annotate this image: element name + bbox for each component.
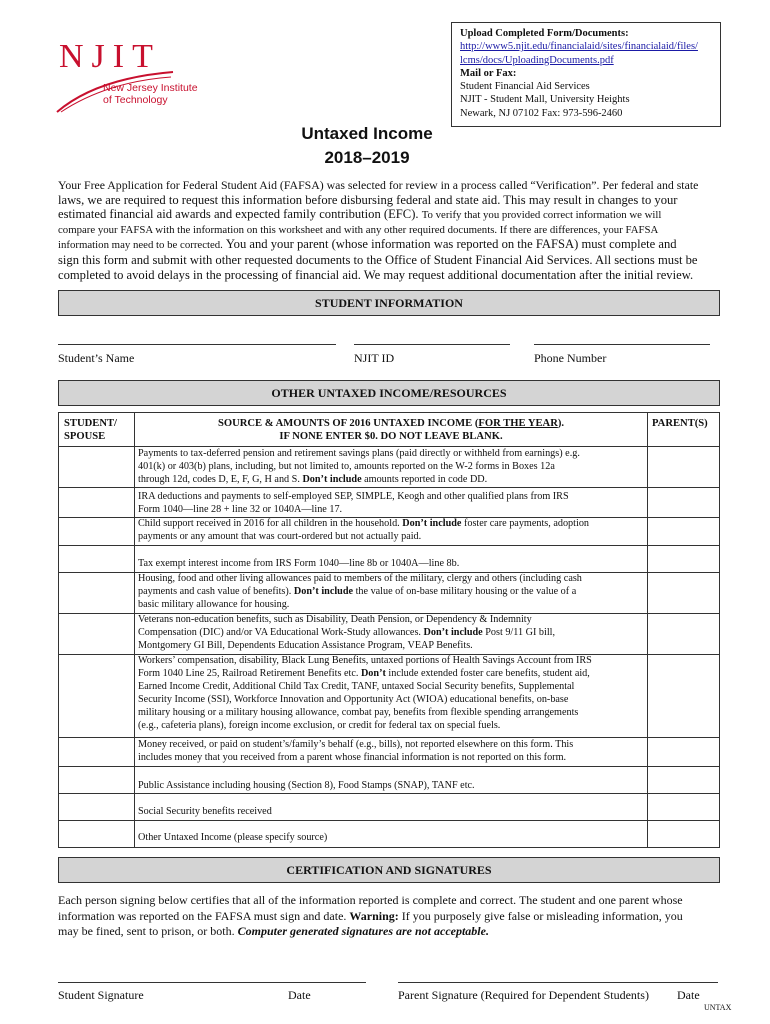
intro-paragraph (58, 178, 720, 282)
cert-line: If you purposely give false or misleading information, you (401, 908, 683, 923)
row-text: basic military allowance for housing. (138, 598, 290, 610)
row-text: Public Assistance including housing (Section 8), Food Stamps (SNAP), TANF etc. (138, 780, 475, 791)
row-divider (58, 737, 720, 738)
student-name-label: Student’s Name (58, 351, 135, 365)
student-information-header (58, 290, 720, 316)
row-text: Payments to tax-deferred pension and retirement savings plans (paid directly or withheld from earnings) e.g. (138, 448, 580, 459)
row-text: Money received, or paid on student’s/family’s behalf (e.g., bills), not reported elsewhere on this form. This (138, 739, 574, 750)
intro-line: To verify that you provided correct information we will (421, 209, 662, 222)
njit-id-label: NJIT ID (354, 351, 395, 365)
logo-wordmark: NJIT (59, 38, 161, 75)
upload-link-line1[interactable]: http://www5.njit.edu/financialaid/sites/financialaid/files/ (460, 41, 698, 53)
row-text: the value of on-base military housing or the value of a (355, 585, 577, 597)
col-header-text: STUDENT/ (64, 418, 117, 429)
row-text: Post 9/11 GI bill, (485, 626, 556, 638)
income-row-ira (138, 491, 648, 517)
col-header-student (64, 417, 117, 443)
income-row-child-support (138, 518, 648, 544)
section-title: CERTIFICATION AND SIGNATURES (286, 863, 492, 877)
row-text: Don’t include (423, 626, 483, 638)
col-header-text: IF NONE ENTER $0. DO NOT LEAVE BLANK. (279, 431, 503, 443)
parent-signature-label: Parent Signature (Required for Dependent Students) (398, 988, 649, 1002)
table-border (719, 412, 720, 848)
section-title: OTHER UNTAXED INCOME/RESOURCES (271, 386, 507, 400)
row-text: Workers’ compensation, disability, Black Lung Benefits, untaxed portions of Health Savings Account from IRS (138, 655, 592, 666)
row-divider (58, 793, 720, 794)
income-row-money-received (138, 739, 648, 765)
row-text: include extended foster care benefits, student aid, (388, 667, 590, 679)
student-date-label: Date (288, 988, 311, 1002)
section-title: STUDENT INFORMATION (315, 296, 463, 310)
student-signature-field[interactable] (58, 982, 366, 983)
row-text: foster care payments, adoption (463, 518, 590, 529)
logo-subtitle-line1: New Jersey Institute (103, 82, 198, 94)
col-header-source (138, 417, 644, 443)
office-city-fax: Newark, NJ 07102 Fax: 973-596-2460 (460, 107, 623, 119)
submission-info-box (451, 22, 721, 127)
row-divider (58, 820, 720, 821)
row-divider (58, 545, 720, 546)
row-text: payments or any amount that was court-ordered but not actually paid. (138, 530, 422, 542)
njit-id-field[interactable] (354, 344, 510, 345)
cert-line: information was reported on the FAFSA must sign and date. (58, 908, 347, 923)
intro-line: compare your FAFSA with the information on this worksheet and with any other required documents. If there are differences, your FAFSA (58, 223, 659, 236)
income-row-other (138, 832, 648, 845)
row-text: Child support received in 2016 for all children in the household. (138, 518, 400, 529)
income-row-veterans-benefits (138, 614, 648, 653)
table-border (58, 412, 720, 413)
cert-line: Each person signing below certifies that all of the information reported is complete and correct. The student and one parent whose (58, 893, 683, 907)
row-text: 401(k) or 403(b) plans, including, but not limited to, amounts reported on the W-2 forms in Boxes 12a (138, 460, 555, 472)
row-divider (58, 766, 720, 767)
intro-line: Your Free Application for Federal Student Aid (FAFSA) was selected for review in a process called “Verification”. Per federal and state (58, 178, 699, 192)
row-text: Earned Income Credit, Additional Child Tax Credit, TANF, untaxed Social Security benefits, Supplemental (138, 680, 575, 692)
row-text: Don’t include (402, 518, 462, 529)
income-row-public-assistance (138, 780, 648, 793)
student-name-field[interactable] (58, 344, 336, 345)
table-border (58, 847, 720, 848)
row-text: Security Income (SSI), Workforce Innovation and Opportunity Act (WIOA) educational benefits, on-base (138, 693, 569, 705)
row-text: Tax exempt interest income from IRS Form 1040—line 8b or 1040A—line 8b. (138, 558, 460, 569)
row-text: amounts reported in code DD. (364, 473, 488, 485)
row-text: Montgomery GI Bill, Dependents Education Assistance Program, VEAP Benefits. (138, 639, 473, 651)
office-address: NJIT - Student Mall, University Heights (460, 94, 630, 106)
office-name: Student Financial Aid Services (460, 81, 590, 93)
intro-line: completed to avoid delays in the processing of financial aid. We may request additional documentation after the initial review. (58, 267, 694, 282)
col-header-text: FOR THE YEAR (478, 418, 558, 429)
form-title-main: Untaxed Income (301, 124, 433, 143)
col-header-text: SPOUSE (64, 431, 106, 443)
row-text: through 12d, codes D, E, F, G, H and S. (138, 473, 300, 485)
form-title-year: 2018–2019 (324, 148, 410, 167)
cert-line: may be fined, sent to prison, or both. (58, 924, 235, 938)
row-text: Don’t (360, 667, 386, 679)
intro-line: estimated financial aid awards and expected family contribution (EFC). (58, 207, 419, 222)
income-row-workers-comp (138, 655, 648, 732)
untaxed-income-table (58, 412, 720, 848)
row-text: Don’t include (302, 473, 362, 485)
phone-number-label: Phone Number (534, 351, 607, 365)
table-border (134, 412, 135, 848)
parent-signature-field[interactable] (398, 982, 718, 983)
cert-line: Computer generated signatures are not acceptable. (237, 924, 489, 938)
row-text: payments and cash value of benefits). (138, 585, 292, 597)
col-header-text: SOURCE & AMOUNTS OF 2016 UNTAXED INCOME ( (217, 418, 479, 429)
upload-heading: Upload Completed Form/Documents: (460, 28, 629, 39)
untaxed-income-header (58, 380, 720, 406)
row-text: Compensation (DIC) and/or VA Educational Work-Study allowances. (138, 626, 421, 638)
row-text: includes money that you received from a parent whose financial information is not reported on this form. (138, 751, 567, 763)
row-text: military housing or a military housing allowance, combat pay, benefits from flexible spending arrangements (138, 706, 579, 718)
form-code: UNTAX (704, 1003, 732, 1012)
row-text: Other Untaxed Income (please specify source) (138, 832, 328, 843)
njit-logo (55, 38, 225, 108)
mail-fax-heading: Mail or Fax: (460, 67, 517, 79)
row-text: Veterans non-education benefits, such as Disability, Death Pension, or Dependency & Indemnity (138, 614, 532, 625)
intro-line: You and your parent (whose information was reported on the FAFSA) must complete and (225, 237, 677, 252)
row-text: IRA deductions and payments to self-employed SEP, SIMPLE, Keogh and other qualified plans from IRS (138, 491, 569, 502)
row-text: Housing, food and other living allowances paid to members of the military, clergy and others (including cash (138, 573, 582, 584)
income-row-retirement (138, 448, 648, 487)
cert-line: Warning: (349, 908, 399, 923)
row-divider (58, 487, 720, 488)
row-text: Social Security benefits received (138, 806, 272, 817)
intro-line: laws, we are required to request this information before disbursing federal and state aid. This may result in changes to your (58, 192, 678, 207)
certification-text (58, 893, 720, 940)
form-title (262, 122, 472, 170)
phone-number-field[interactable] (534, 344, 710, 345)
row-text: (e.g., cafeteria plans), foreign income exclusion, or credit for federal tax on special fuels. (138, 719, 501, 731)
row-text: Don’t include (293, 585, 354, 597)
student-signature-label: Student Signature (58, 988, 144, 1002)
intro-line: information may need to be corrected. (58, 239, 223, 252)
table-border (58, 412, 59, 848)
certification-header (58, 857, 720, 883)
intro-line: sign this form and submit with other requested documents to the Office of Student Financial Aid Services. All sections must be (58, 252, 698, 267)
logo-subtitle-line2: of Technology (103, 94, 168, 106)
row-text: Form 1040—line 28 + line 32 or 1040A—line 17. (138, 503, 343, 515)
col-header-parent: PARENT(S) (652, 418, 708, 429)
row-divider (58, 446, 720, 447)
col-header-text: ). (557, 418, 565, 429)
upload-link-line2[interactable]: lcms/docs/UploadingDocuments.pdf (460, 54, 614, 66)
parent-date-label: Date (677, 988, 700, 1002)
income-row-tax-exempt-interest (138, 558, 648, 571)
income-row-social-security (138, 806, 648, 819)
row-text: Form 1040 Line 25, Railroad Retirement Benefits etc. (138, 667, 359, 679)
income-row-housing-allowance (138, 573, 648, 612)
